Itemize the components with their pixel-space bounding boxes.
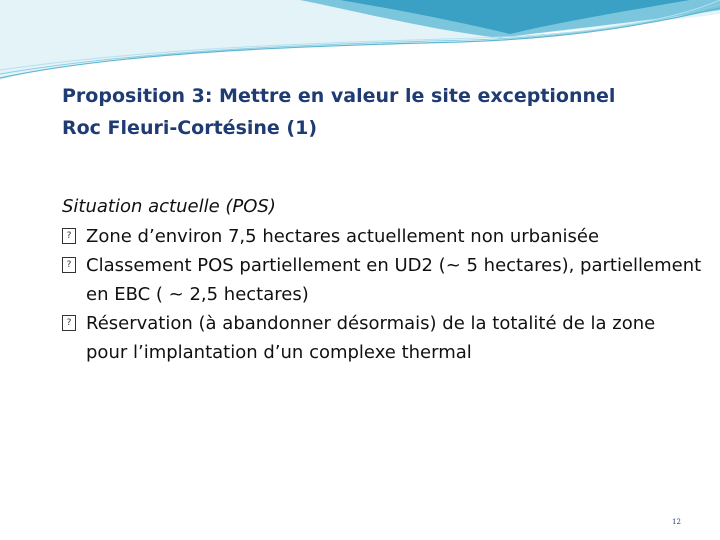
title-line-1: Proposition 3: Mettre en valeur le site exceptionnel: [62, 85, 616, 107]
missing-glyph-icon: ?: [62, 228, 76, 244]
slide-title: [62, 80, 692, 144]
bullet-item: [62, 222, 702, 251]
header-wave-decoration: [0, 0, 720, 90]
bullet-item: [62, 309, 702, 367]
slide-body: [62, 192, 702, 367]
missing-glyph-icon: ?: [62, 257, 76, 273]
title-line-2: Roc Fleuri-Cortésine (1): [62, 117, 318, 139]
bullet-text: Réservation (à abandonner désormais) de la totalité de la zone pour l’implantation d’un complexe thermal: [86, 313, 656, 363]
bullet-text: Zone d’environ 7,5 hectares actuellement non urbanisée: [86, 226, 600, 247]
missing-glyph-icon: ?: [62, 315, 76, 331]
page-number: 12: [672, 518, 681, 526]
bullet-item: [62, 251, 702, 309]
bullet-text: Classement POS partiellement en UD2 (~ 5 hectares), partiellement en EBC ( ~ 2,5 hectares): [86, 255, 702, 305]
section-subtitle: Situation actuelle (POS): [62, 196, 276, 217]
